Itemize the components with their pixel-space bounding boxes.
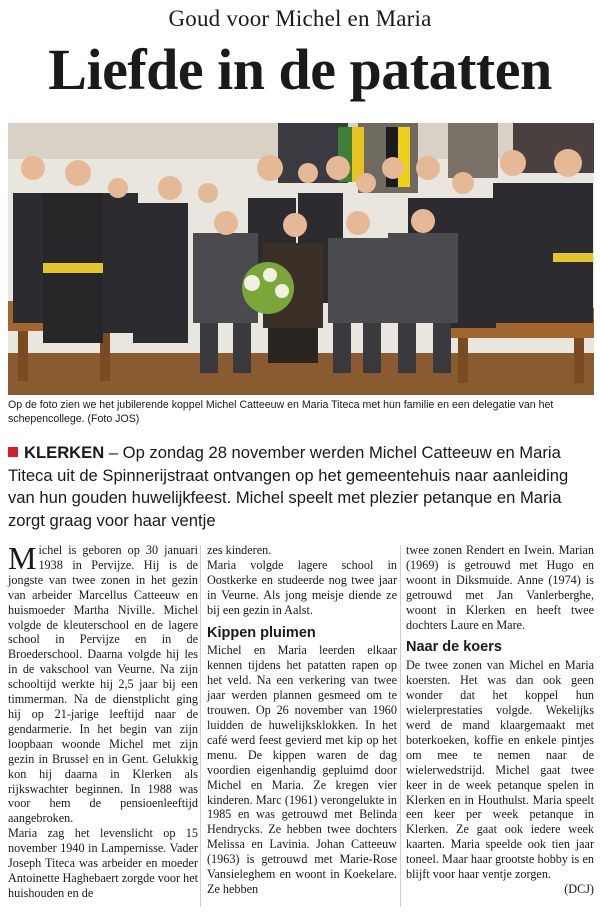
- family-photo-illustration: [8, 123, 594, 395]
- column-divider: [400, 545, 401, 907]
- subheading: Naar de koers: [406, 639, 502, 656]
- article-kicker: Goud voor Michel en Maria: [168, 6, 432, 31]
- paragraph: zes kinderen.: [207, 543, 272, 557]
- author-credit: (DCJ): [564, 881, 594, 896]
- body-column-1: [8, 540, 198, 901]
- paragraph: [8, 540, 198, 826]
- red-square-icon: [8, 447, 18, 457]
- article-headline: Liefde in de patatten: [48, 37, 552, 102]
- paragraph: twee zonen Rendert en Iwein. Marian (1969) is getrouwd met Hugo en woont in Diksmuide. Anne (1974) is getrouwd met Jan Vanlerberghe, woont in Klerken en heeft twee dochters Laure en Mare.: [406, 543, 594, 632]
- subheading: Kippen pluimen: [207, 624, 316, 641]
- paragraph: Maria volgde lagere school in Oostkerke en studeerde nog twee jaar in Veurne. Als jong meisje diende ze bij een gezin in Aalst.: [207, 557, 397, 617]
- lead-place: KLERKEN: [24, 443, 105, 462]
- article-photo: [8, 123, 594, 395]
- dropcap: M: [8, 540, 37, 576]
- paragraph: De twee zonen van Michel en Maria koersten. Het was dan ook geen wonder dat het koppel hun wielerprestaties volgde. Wekelijks werd de mand klaargemaakt met boterkoeken, koffie en enkele pintjes om mee te nemen naar de wielerwedstrijd. Michel gaat twee keer in de week petanque spelen in Klerken en in Houthulst. Maria speelt een keer per week petanque in Klerken. Ze gaat ook iedere week kaarten. Maria speelde ook tien jaar toneel. Maar haar grootste hobby is en blijft voor haar ventje zorgen.: [406, 658, 594, 882]
- body-column-3: [406, 543, 594, 897]
- lead-text: – Op zondag 28 november werden Michel Catteeuw en Maria Titeca uit de Spinnerijstraat ontvangen op het gemeentehuis naar aanleiding van hun gouden huwelijkfeest. Michel speelt met plezier petanque en Maria zorgt graag voor haar ventje: [8, 443, 569, 530]
- article-lead: [8, 442, 594, 532]
- photo-caption: Op de foto zien we het jubilerende koppel Michel Catteeuw en Maria Titeca met hun familie en een delegatie van het schepencollege. (Foto JOS): [8, 399, 554, 425]
- column-divider: [200, 545, 201, 907]
- body-column-2: [207, 543, 397, 897]
- paragraph: Maria zag het levenslicht op 15 november 1940 in Lampernisse. Vader Joseph Titeca was arbeider en moeder Antoinette Haghebaert zorgde voor het huishouden en de: [8, 826, 198, 900]
- paragraph: Michel en Maria leerden elkaar kennen tijdens het patatten rapen op het veld. Na een verkering van twee jaar werden plannen gesmeed om te trouwen. Op 26 november van 1960 luidden de huwelijksklokken. In het café werd feest gevierd met kip op het menu. De kippen waren de dag voordien eigenhandig gepluimd door Michel en Maria. Ze kregen vier kinderen. Marc (1961) verongelukte in 1985 en was getrouwd met Belinda Hendrycks. Ze hebben twee dochters Melissa en Lavinia. Johan Catteeuw (1963) is getrouwd met Marie-Rose Vansieleghem en woont in Koekelare. Ze hebben: [207, 643, 397, 896]
- paragraph-text: ichel is geboren op 30 januari 1938 in Pervijze. Hij is de jongste van twee zonen in het gezin van arbeider Marcellus Catteeuw en huismoeder Martha Niville. Michel volgde de kleuterschool en de lagere school in Pervijze en in de Broederschool. Daarna volgde hij les in de vakschool van Veurne. Na zijn schooltijd werkte hij 2,5 jaar bij een timmerman. Na de dienstplicht ging hij op 21-jarige leeftijd naar de gendarmerie. In het begin van zijn loopbaan woonde Michel met zijn gezin in Brussel en in Gent. Gelukkig kon hij daarna in Klerken als rijkswachter beginnen. In 1988 was voor hem de pensioenleeftijd aangebroken.: [8, 543, 198, 826]
